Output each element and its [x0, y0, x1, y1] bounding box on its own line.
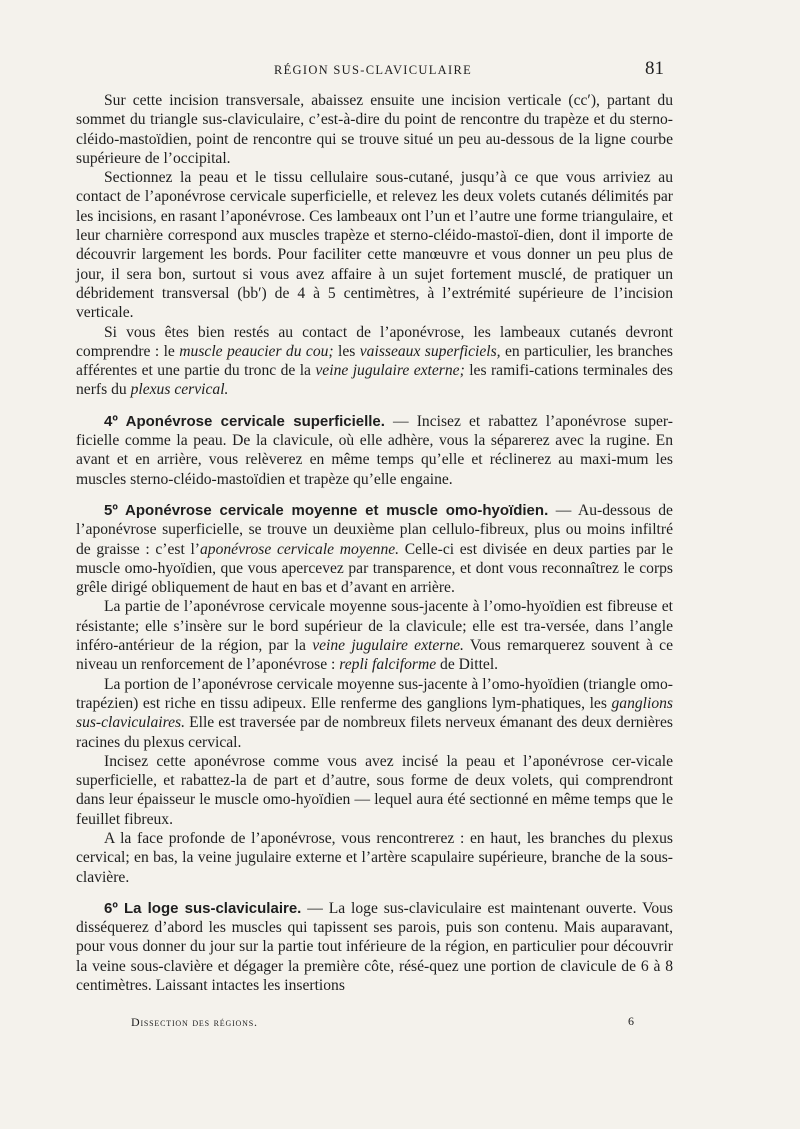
italic-term: plexus cervical.	[130, 381, 229, 399]
signature-mark: Dissection des régions.	[131, 1015, 258, 1029]
text-run: les ramifi-cations terminales des nerfs du	[76, 362, 673, 399]
text-run: — La loge sus-claviculaire est maintenant ouverte. Vous disséquerez d’abord les muscles qui tapissent ses parois, puis son contenu. Mais auparavant, pour vous donner du jour sur la partie tout inférieure de la région, en particulier pour découvrir la veine sous-clavière et dégager la première côte, résé-quez une portion de clavicule de 6 à 8 centimètres. Laissant intactes les insertions	[76, 899, 673, 995]
text-run: Si vous êtes bien restés au contact de l’aponévrose, les lambeaux cutanés devront comprendre : le	[76, 323, 673, 360]
italic-term: aponévrose cervicale moyenne.	[199, 540, 400, 558]
italic-term: veine jugulaire externe;	[315, 362, 465, 380]
text-run: de Dittel.	[436, 656, 499, 674]
italic-term: repli falciforme	[339, 656, 437, 674]
paragraph-p7	[76, 675, 673, 752]
section-heading: 4º Aponévrose cervicale superficielle.	[104, 412, 385, 430]
paragraph-p5	[76, 501, 673, 597]
text-run: — Au-dessous de l’aponévrose superficielle, se trouve un deuxième plan cellulo-fibreux, plus ou moins infiltré de graisse : c’est l’	[76, 501, 673, 558]
italic-term: muscle peaucier du cou;	[179, 342, 334, 360]
italic-term: veine jugulaire externe.	[312, 637, 464, 655]
paragraph-p8	[76, 752, 673, 829]
paragraph-p10	[76, 899, 673, 995]
paragraph-p6	[76, 597, 673, 674]
text-run: Sur cette incision transversale, abaissez ensuite une incision verticale (cc′), partant du sommet du triangle sus-claviculaire, c’est-à-dire du point de rencontre du trapèze et du sterno-cléido-mastoïdien, point de rencontre qui se trouve situé un peu au-dessous de la ligne courbe supérieure de l’occipital.	[76, 92, 673, 167]
text-run: Incisez cette aponévrose comme vous avez incisé la peau et l’aponévrose cer-vicale superficielle, et rabattez-la de part et d’autre, sous forme de deux volets, qui comprendront dans leur épaisseur le muscle omo-hyoïdien — lequel aura été sectionné en même temps que le feuillet fibreux.	[76, 752, 673, 828]
text-run: les	[333, 342, 360, 360]
text-run: Celle-ci est divisée en deux parties par le muscle omo-hyoïdien, que vous apercevez par transparence, et dont vous reconnaîtrez le corps grêle dirigé obliquement de haut en bas et d’avant en arrière.	[76, 540, 673, 597]
page-number: 81	[645, 58, 664, 79]
paragraph-p2	[76, 168, 673, 322]
text-run: Elle est traversée par de nombreux filets nerveux émanant des deux dernières racines du plexus cervical.	[76, 714, 673, 751]
signature-number: 6	[628, 1014, 634, 1028]
text-run: La portion de l’aponévrose cervicale moyenne sus-jacente à l’omo-hyoïdien (triangle omo-trapézien) est riche en tissu adipeux. Elle renferme des ganglions lym-phatiques, les	[76, 675, 673, 712]
body-text	[76, 91, 673, 995]
italic-term: vaisseaux superficiels,	[359, 342, 501, 360]
italic-term: ganglions sus-claviculaires.	[76, 694, 673, 732]
paragraph-p3	[76, 323, 673, 400]
paragraph-p1	[76, 91, 673, 168]
section-heading: 6º La loge sus-claviculaire.	[104, 899, 302, 917]
section-heading: 5º Aponévrose cervicale moyenne et muscle omo-hyoïdien.	[104, 501, 549, 519]
text-run: A la face profonde de l’aponévrose, vous rencontrerez : en haut, les branches du plexus cervical; en bas, la veine jugulaire externe et l’artère scapulaire supérieure, branche de la sous-clavière.	[76, 829, 673, 886]
paragraph-p4	[76, 412, 673, 489]
text-run: — Incisez et rabattez l’aponévrose super-ficielle comme la peau. De la clavicule, où elle adhère, vous la séparerez avec la rugine. En avant et en arrière, vous relèverez en même temps qu’elle et réclinerez au maxi-mum les muscles sterno-cléido-mastoïdien et trapèze qu’elle engaine.	[76, 412, 673, 488]
text-run: La partie de l’aponévrose cervicale moyenne sous-jacente à l’omo-hyoïdien est fibreuse et résistante; elle s’insère sur le bord supérieur de la clavicule; elle est tra-versée, dans l’angle inféro-antérieur de la région, par la	[76, 598, 673, 655]
text-run: Sectionnez la peau et le tissu cellulaire sous-cutané, jusqu’à ce que vous arriviez au contact de l’aponévrose cervicale superficielle, et relevez les deux volets cutanés délimités par les incisions, en rasant l’aponévrose. Ces lambeaux ont l’un et l’autre une forme triangulaire, et leur charnière correspond aux muscles trapèze et sterno-cléido-mastoï-dien, dont il importe de découvrir largement les bords. Pour faciliter cette manœuvre et vous donner un peu plus de jour, il sera bon, surtout si vous avez affaire à un sujet fortement musclé, de pratiquer un débridement transversal (bb′) de 4 à 5 centimètres, à l’extrémité supérieure de l’incision verticale.	[76, 169, 673, 322]
paragraph-p9	[76, 829, 673, 887]
text-run: Vous remarquerez souvent à ce niveau un renforcement de l’aponévrose :	[76, 637, 673, 674]
running-header: RÉGION SUS-CLAVICULAIRE	[273, 63, 473, 77]
text-run: en particulier, les branches afférentes et une partie du tronc de la	[76, 342, 673, 380]
